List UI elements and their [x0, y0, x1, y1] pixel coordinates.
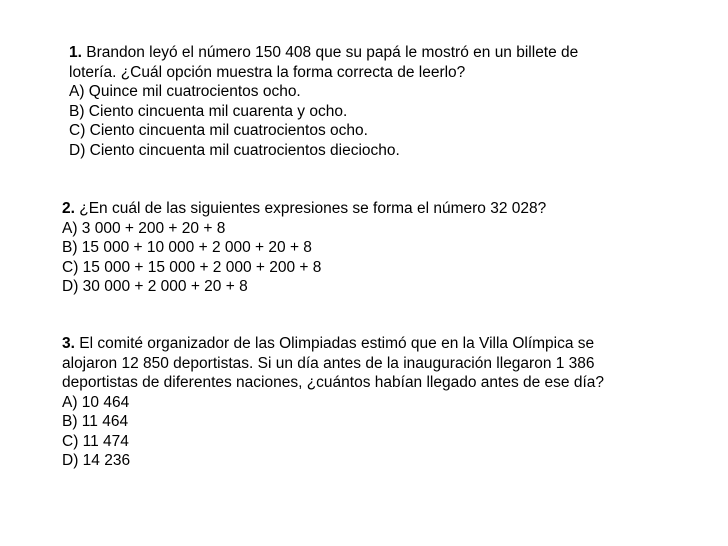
question-stem-line — [62, 199, 546, 219]
question-stem-text: El comité organizador de las Olimpiadas estimó que en la Villa Olímpica se — [79, 335, 595, 352]
question-number: 2. — [62, 200, 75, 217]
answer-option-b: B) 15 000 + 10 000 + 2 000 + 20 + 8 — [62, 239, 312, 256]
question-stem-line: deportistas de diferentes naciones, ¿cuántos habían llegado antes de ese día? — [62, 374, 605, 391]
answer-option-a: A) 3 000 + 200 + 20 + 8 — [62, 219, 226, 237]
answer-option-c: C) 11 474 — [62, 432, 129, 450]
question-number: 1. — [69, 44, 82, 61]
question-stem-line: alojaron 12 850 deportistas. Si un día antes de la inauguración llegaron 1 386 — [62, 354, 595, 372]
answer-option-d: D) 14 236 — [62, 452, 131, 469]
answer-option-a: A) 10 464 — [62, 393, 130, 411]
answer-option-b: B) 11 464 — [62, 413, 129, 430]
question-stem-text: Brandon leyó el número 150 408 que su papá le mostró en un billete de — [86, 44, 579, 61]
question-stem-line: lotería. ¿Cuál opción muestra la forma correcta de leerlo? — [69, 63, 466, 81]
question-stem-line — [62, 334, 604, 354]
question-number: 3. — [62, 335, 75, 352]
question-3 — [62, 334, 604, 471]
question-1 — [69, 43, 578, 160]
answer-option-c: C) Ciento cincuenta mil cuatrocientos ocho. — [69, 122, 368, 139]
answer-option-a: A) Quince mil cuatrocientos ocho. — [69, 83, 301, 100]
question-stem-text: ¿En cuál de las siguientes expresiones se forma el número 32 028? — [79, 200, 547, 217]
answer-option-b: B) Ciento cincuenta mil cuarenta y ocho. — [69, 102, 348, 120]
answer-option-c: C) 15 000 + 15 000 + 2 000 + 200 + 8 — [62, 258, 322, 276]
answer-option-d: D) 30 000 + 2 000 + 20 + 8 — [62, 278, 248, 295]
question-2 — [62, 199, 546, 297]
question-stem-line — [69, 43, 578, 63]
answer-option-d: D) Ciento cincuenta mil cuatrocientos dieciocho. — [69, 141, 400, 159]
